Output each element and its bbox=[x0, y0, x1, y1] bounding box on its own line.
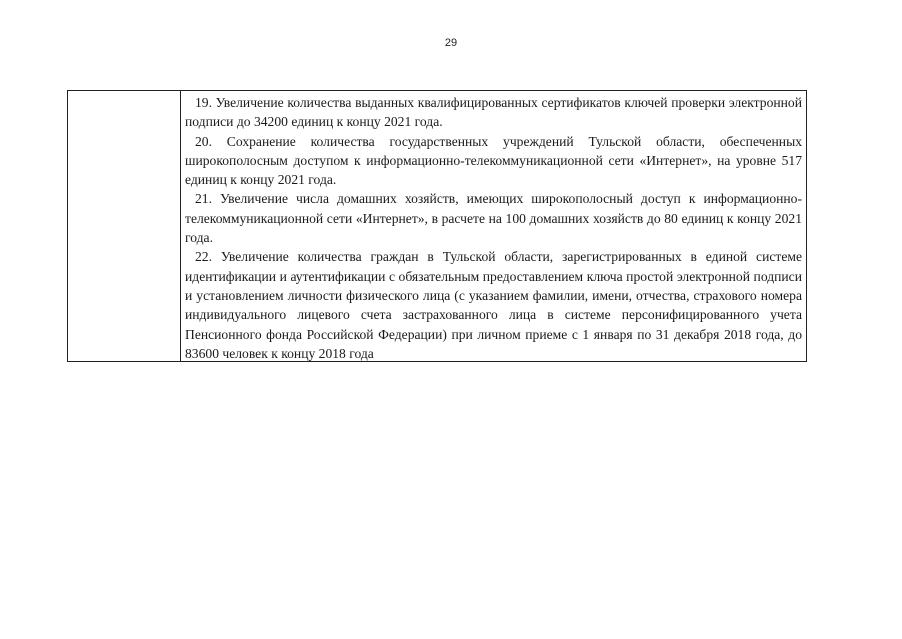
indicator-item-21: 21. Увеличение числа домашних хозяйств, имеющих широкополосный доступ к информационно-телекоммуникационной сети «Интернет», в расчете на 100 домашних хозяйств до 80 единиц к концу 2021 года. bbox=[185, 191, 802, 246]
indicator-item-20: 20. Сохранение количества государственных учреждений Тульской области, обеспеченных широкополосным доступом к информационно-телекоммуникационной сети «Интернет», на уровне 517 единиц к концу 2021 года. bbox=[185, 133, 802, 188]
indicator-table bbox=[67, 90, 807, 362]
table-text-cell bbox=[181, 91, 806, 361]
table-empty-cell bbox=[68, 91, 181, 361]
indicator-item-19: 19. Увеличение количества выданных квалифицированных сертификатов ключей проверки электронной подписи до 34200 единиц к концу 2021 года. bbox=[185, 95, 802, 130]
indicator-item-22: 22. Увеличение количества граждан в Тульской области, зарегистрированных в единой системе идентификации и аутентификации с обязательным предоставлением ключа простой электронной подписи и установлением личности физического лица (с указанием фамилии, имени, отчества, страхового номера индивидуального лицевого счета застрахованного лица в системе персонифицированного учета Пенсионного фонда Российской Федерации) при личном приеме с 1 января по 31 декабря 2018 года, до 83600 человек к концу 2018 года bbox=[185, 249, 802, 361]
page-number: 29 bbox=[444, 37, 458, 49]
